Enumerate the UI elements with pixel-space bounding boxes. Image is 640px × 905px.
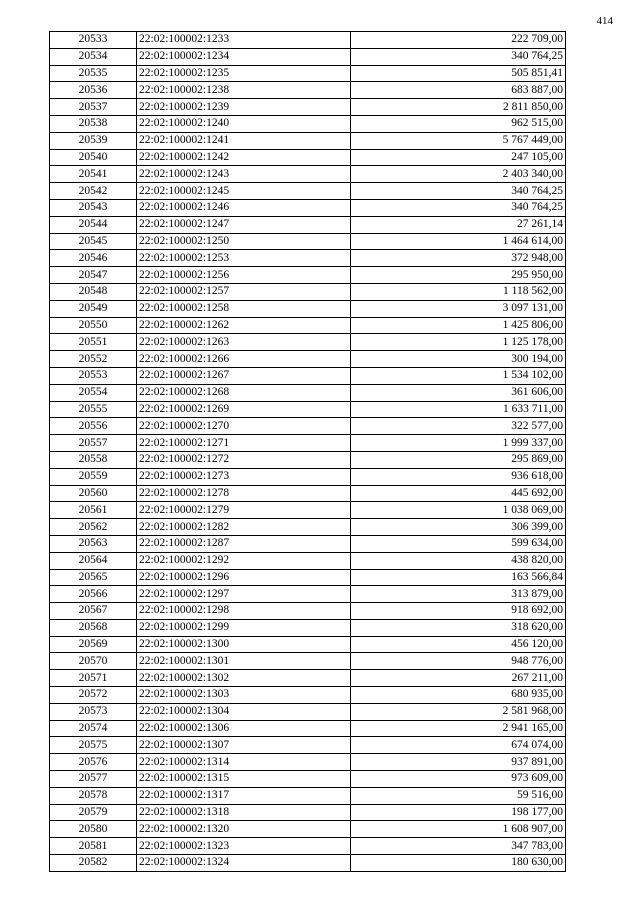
row-number-cell: 20554 (50, 384, 137, 401)
row-number-cell: 20574 (50, 720, 137, 737)
cadastral-number-cell: 22:02:100002:1267 (137, 367, 351, 384)
row-number-cell: 20538 (50, 115, 137, 132)
table-row (50, 821, 566, 838)
table-row (50, 435, 566, 452)
cadastral-number-cell: 22:02:100002:1301 (137, 653, 351, 670)
cadastral-number-cell: 22:02:100002:1300 (137, 636, 351, 653)
row-number-cell: 20555 (50, 401, 137, 418)
cadastral-number-cell: 22:02:100002:1287 (137, 535, 351, 552)
table-row (50, 65, 566, 82)
cadastral-value-cell: 683 887,00 (351, 82, 566, 99)
row-number-cell: 20535 (50, 65, 137, 82)
row-number-cell: 20582 (50, 855, 137, 872)
cadastral-number-cell: 22:02:100002:1239 (137, 99, 351, 116)
row-number-cell: 20562 (50, 519, 137, 536)
table-row (50, 317, 566, 334)
row-number-cell: 20559 (50, 468, 137, 485)
table-row (50, 149, 566, 166)
table-row (50, 519, 566, 536)
cadastral-number-cell: 22:02:100002:1270 (137, 418, 351, 435)
cadastral-value-cell: 322 577,00 (351, 418, 566, 435)
row-number-cell: 20546 (50, 250, 137, 267)
cadastral-value-cell: 973 609,00 (351, 771, 566, 788)
cadastral-number-cell: 22:02:100002:1298 (137, 603, 351, 620)
cadastral-number-cell: 22:02:100002:1272 (137, 451, 351, 468)
row-number-cell: 20570 (50, 653, 137, 670)
row-number-cell: 20580 (50, 821, 137, 838)
row-number-cell: 20547 (50, 267, 137, 284)
cadastral-number-cell: 22:02:100002:1269 (137, 401, 351, 418)
cadastral-value-cell: 59 516,00 (351, 787, 566, 804)
cadastral-number-cell: 22:02:100002:1282 (137, 519, 351, 536)
cadastral-number-cell: 22:02:100002:1306 (137, 720, 351, 737)
row-number-cell: 20541 (50, 166, 137, 183)
cadastral-value-cell: 361 606,00 (351, 384, 566, 401)
table-row (50, 535, 566, 552)
table-row (50, 485, 566, 502)
page-number: 414 (596, 15, 613, 27)
cadastral-number-cell: 22:02:100002:1278 (137, 485, 351, 502)
cadastral-value-cell: 2 403 340,00 (351, 166, 566, 183)
cadastral-value-cell: 295 950,00 (351, 267, 566, 284)
table-row (50, 250, 566, 267)
cadastral-number-cell: 22:02:100002:1238 (137, 82, 351, 99)
row-number-cell: 20543 (50, 199, 137, 216)
cadastral-value-cell: 1 999 337,00 (351, 435, 566, 452)
cadastral-number-cell: 22:02:100002:1262 (137, 317, 351, 334)
table-row (50, 166, 566, 183)
row-number-cell: 20556 (50, 418, 137, 435)
cadastral-value-cell: 599 634,00 (351, 535, 566, 552)
table-row (50, 603, 566, 620)
table-row (50, 720, 566, 737)
cadastral-number-cell: 22:02:100002:1266 (137, 351, 351, 368)
cadastral-value-cell: 180 630,00 (351, 855, 566, 872)
cadastral-number-cell: 22:02:100002:1323 (137, 838, 351, 855)
table-row (50, 351, 566, 368)
cadastral-value-cell: 1 608 907,00 (351, 821, 566, 838)
cadastral-number-cell: 22:02:100002:1253 (137, 250, 351, 267)
cadastral-number-cell: 22:02:100002:1256 (137, 267, 351, 284)
cadastral-number-cell: 22:02:100002:1320 (137, 821, 351, 838)
cadastral-number-cell: 22:02:100002:1243 (137, 166, 351, 183)
row-number-cell: 20540 (50, 149, 137, 166)
cadastral-value-cell: 295 869,00 (351, 451, 566, 468)
cadastral-number-cell: 22:02:100002:1268 (137, 384, 351, 401)
table-row (50, 183, 566, 200)
row-number-cell: 20533 (50, 32, 137, 49)
cadastral-value-cell: 340 764,25 (351, 183, 566, 200)
cadastral-value-cell: 2 581 968,00 (351, 703, 566, 720)
cadastral-value-cell: 456 120,00 (351, 636, 566, 653)
row-number-cell: 20548 (50, 283, 137, 300)
table-row (50, 687, 566, 704)
table-row (50, 216, 566, 233)
cadastral-number-cell: 22:02:100002:1241 (137, 132, 351, 149)
table-row (50, 653, 566, 670)
cadastral-number-cell: 22:02:100002:1279 (137, 502, 351, 519)
row-number-cell: 20551 (50, 334, 137, 351)
cadastral-number-cell: 22:02:100002:1250 (137, 233, 351, 250)
cadastral-value-cell: 674 074,00 (351, 737, 566, 754)
cadastral-value-cell: 1 425 806,00 (351, 317, 566, 334)
table-row (50, 569, 566, 586)
cadastral-number-cell: 22:02:100002:1247 (137, 216, 351, 233)
row-number-cell: 20579 (50, 804, 137, 821)
registry-table-body (50, 32, 566, 872)
table-row (50, 132, 566, 149)
cadastral-value-cell: 3 097 131,00 (351, 300, 566, 317)
row-number-cell: 20545 (50, 233, 137, 250)
cadastral-value-cell: 27 261,14 (351, 216, 566, 233)
row-number-cell: 20578 (50, 787, 137, 804)
row-number-cell: 20572 (50, 687, 137, 704)
cadastral-number-cell: 22:02:100002:1302 (137, 670, 351, 687)
cadastral-value-cell: 505 851,41 (351, 65, 566, 82)
cadastral-value-cell: 247 105,00 (351, 149, 566, 166)
cadastral-number-cell: 22:02:100002:1324 (137, 855, 351, 872)
cadastral-value-cell: 1 633 711,00 (351, 401, 566, 418)
row-number-cell: 20557 (50, 435, 137, 452)
row-number-cell: 20534 (50, 48, 137, 65)
cadastral-number-cell: 22:02:100002:1292 (137, 552, 351, 569)
row-number-cell: 20542 (50, 183, 137, 200)
table-row (50, 552, 566, 569)
row-number-cell: 20558 (50, 451, 137, 468)
table-row (50, 233, 566, 250)
row-number-cell: 20544 (50, 216, 137, 233)
table-row (50, 502, 566, 519)
cadastral-value-cell: 936 618,00 (351, 468, 566, 485)
row-number-cell: 20577 (50, 771, 137, 788)
cadastral-number-cell: 22:02:100002:1273 (137, 468, 351, 485)
row-number-cell: 20565 (50, 569, 137, 586)
cadastral-value-cell: 1 038 069,00 (351, 502, 566, 519)
table-row (50, 199, 566, 216)
row-number-cell: 20561 (50, 502, 137, 519)
cadastral-value-cell: 163 566,84 (351, 569, 566, 586)
cadastral-value-cell: 222 709,00 (351, 32, 566, 49)
cadastral-number-cell: 22:02:100002:1318 (137, 804, 351, 821)
table-row (50, 32, 566, 49)
row-number-cell: 20536 (50, 82, 137, 99)
table-row (50, 737, 566, 754)
cadastral-value-cell: 2 941 165,00 (351, 720, 566, 737)
row-number-cell: 20564 (50, 552, 137, 569)
row-number-cell: 20568 (50, 619, 137, 636)
table-row (50, 586, 566, 603)
table-row (50, 48, 566, 65)
cadastral-value-cell: 300 194,00 (351, 351, 566, 368)
table-row (50, 401, 566, 418)
cadastral-number-cell: 22:02:100002:1246 (137, 199, 351, 216)
row-number-cell: 20571 (50, 670, 137, 687)
row-number-cell: 20563 (50, 535, 137, 552)
table-row (50, 838, 566, 855)
registry-table (49, 31, 566, 872)
cadastral-value-cell: 1 125 178,00 (351, 334, 566, 351)
cadastral-value-cell: 198 177,00 (351, 804, 566, 821)
cadastral-number-cell: 22:02:100002:1245 (137, 183, 351, 200)
table-row (50, 283, 566, 300)
cadastral-value-cell: 1 118 562,00 (351, 283, 566, 300)
cadastral-value-cell: 340 764,25 (351, 48, 566, 65)
cadastral-value-cell: 948 776,00 (351, 653, 566, 670)
cadastral-value-cell: 2 811 850,00 (351, 99, 566, 116)
cadastral-number-cell: 22:02:100002:1242 (137, 149, 351, 166)
cadastral-number-cell: 22:02:100002:1263 (137, 334, 351, 351)
table-row (50, 82, 566, 99)
row-number-cell: 20537 (50, 99, 137, 116)
row-number-cell: 20567 (50, 603, 137, 620)
cadastral-number-cell: 22:02:100002:1235 (137, 65, 351, 82)
row-number-cell: 20575 (50, 737, 137, 754)
table-row (50, 771, 566, 788)
cadastral-number-cell: 22:02:100002:1303 (137, 687, 351, 704)
cadastral-value-cell: 1 464 614,00 (351, 233, 566, 250)
cadastral-number-cell: 22:02:100002:1317 (137, 787, 351, 804)
table-row (50, 670, 566, 687)
cadastral-number-cell: 22:02:100002:1314 (137, 754, 351, 771)
table-row (50, 754, 566, 771)
cadastral-value-cell: 680 935,00 (351, 687, 566, 704)
table-row (50, 619, 566, 636)
cadastral-number-cell: 22:02:100002:1271 (137, 435, 351, 452)
row-number-cell: 20549 (50, 300, 137, 317)
row-number-cell: 20576 (50, 754, 137, 771)
row-number-cell: 20566 (50, 586, 137, 603)
cadastral-value-cell: 313 879,00 (351, 586, 566, 603)
cadastral-value-cell: 306 399,00 (351, 519, 566, 536)
row-number-cell: 20550 (50, 317, 137, 334)
table-row (50, 468, 566, 485)
table-row (50, 636, 566, 653)
cadastral-value-cell: 1 534 102,00 (351, 367, 566, 384)
cadastral-number-cell: 22:02:100002:1234 (137, 48, 351, 65)
table-row (50, 787, 566, 804)
cadastral-number-cell: 22:02:100002:1233 (137, 32, 351, 49)
table-row (50, 115, 566, 132)
cadastral-number-cell: 22:02:100002:1258 (137, 300, 351, 317)
cadastral-value-cell: 5 767 449,00 (351, 132, 566, 149)
table-row (50, 451, 566, 468)
cadastral-value-cell: 962 515,00 (351, 115, 566, 132)
cadastral-value-cell: 318 620,00 (351, 619, 566, 636)
table-row (50, 804, 566, 821)
table-row (50, 99, 566, 116)
cadastral-value-cell: 372 948,00 (351, 250, 566, 267)
table-row (50, 267, 566, 284)
row-number-cell: 20539 (50, 132, 137, 149)
cadastral-number-cell: 22:02:100002:1299 (137, 619, 351, 636)
cadastral-number-cell: 22:02:100002:1315 (137, 771, 351, 788)
table-row (50, 334, 566, 351)
row-number-cell: 20552 (50, 351, 137, 368)
cadastral-number-cell: 22:02:100002:1296 (137, 569, 351, 586)
cadastral-number-cell: 22:02:100002:1304 (137, 703, 351, 720)
cadastral-number-cell: 22:02:100002:1297 (137, 586, 351, 603)
table-row (50, 367, 566, 384)
cadastral-value-cell: 340 764,25 (351, 199, 566, 216)
row-number-cell: 20573 (50, 703, 137, 720)
cadastral-number-cell: 22:02:100002:1240 (137, 115, 351, 132)
table-row (50, 384, 566, 401)
row-number-cell: 20569 (50, 636, 137, 653)
table-row (50, 300, 566, 317)
cadastral-value-cell: 445 692,00 (351, 485, 566, 502)
row-number-cell: 20581 (50, 838, 137, 855)
table-row (50, 703, 566, 720)
cadastral-value-cell: 918 692,00 (351, 603, 566, 620)
table-row (50, 855, 566, 872)
cadastral-value-cell: 347 783,00 (351, 838, 566, 855)
row-number-cell: 20560 (50, 485, 137, 502)
cadastral-value-cell: 267 211,00 (351, 670, 566, 687)
cadastral-value-cell: 937 891,00 (351, 754, 566, 771)
table-row (50, 418, 566, 435)
cadastral-number-cell: 22:02:100002:1257 (137, 283, 351, 300)
cadastral-number-cell: 22:02:100002:1307 (137, 737, 351, 754)
cadastral-value-cell: 438 820,00 (351, 552, 566, 569)
row-number-cell: 20553 (50, 367, 137, 384)
